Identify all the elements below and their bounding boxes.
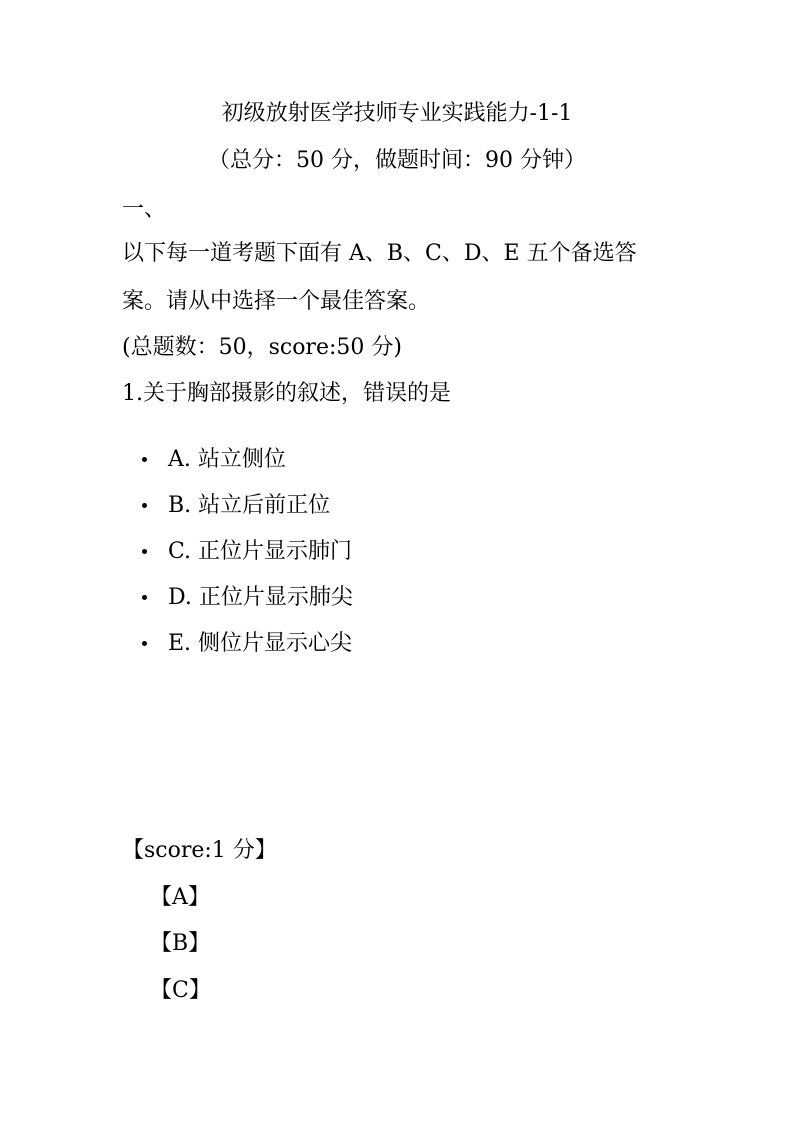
- answer-marker-b: 【B】: [150, 931, 211, 956]
- option-label: C. 正位片显示肺门: [168, 539, 353, 564]
- option-label: D. 正位片显示肺尖: [168, 585, 353, 610]
- bullet-icon: [142, 641, 147, 646]
- option-label: E. 侧位片显示心尖: [168, 631, 353, 656]
- bullet-icon: [142, 503, 147, 508]
- instruction-line-1: 以下每一道考题下面有 A、B、C、D、E 五个备选答: [122, 241, 637, 266]
- section-number: 一、: [122, 197, 167, 222]
- instruction-line-2: 案。请从中选择一个最佳答案。: [122, 289, 431, 314]
- exam-info: （总分：50 分，做题时间：90 分钟）: [208, 148, 586, 173]
- question-score: 【score:1 分】: [122, 838, 277, 863]
- question-text: 1.关于胸部摄影的叙述，错误的是: [122, 381, 451, 406]
- answer-marker-c: 【C】: [150, 978, 211, 1003]
- document-title: 初级放射医学技师专业实践能力-1-1: [221, 101, 573, 126]
- answer-marker-a: 【A】: [150, 885, 210, 910]
- bullet-icon: [142, 457, 147, 462]
- question-totals: (总题数：50，score:50 分): [122, 335, 402, 360]
- bullet-icon: [142, 549, 147, 554]
- option-label: B. 站立后前正位: [168, 493, 331, 518]
- bullet-icon: [142, 595, 147, 600]
- option-label: A. 站立侧位: [168, 447, 286, 472]
